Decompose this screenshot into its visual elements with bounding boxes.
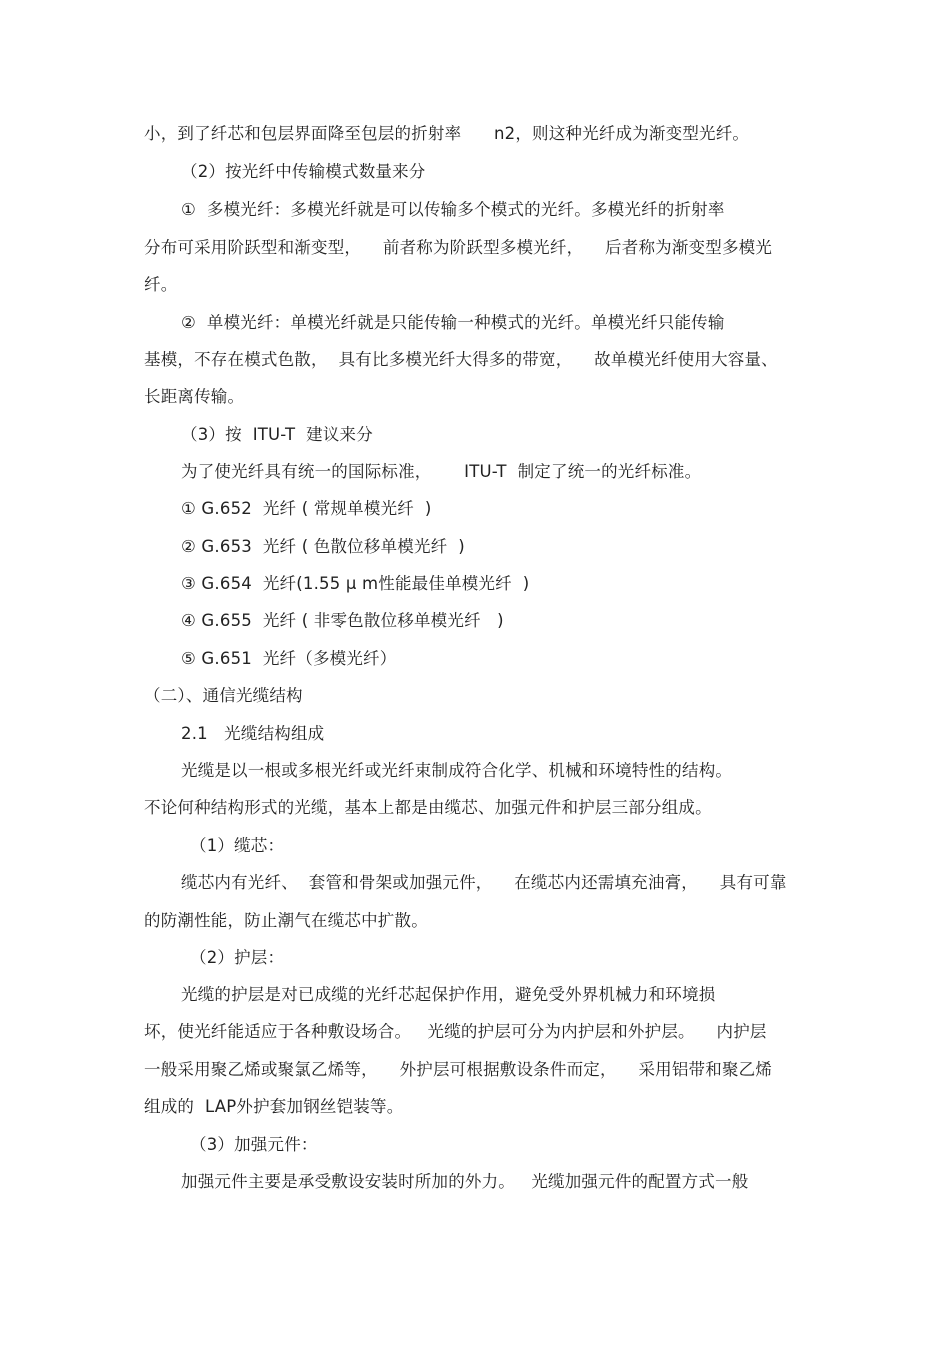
text-line: （2）护层： [190, 948, 285, 967]
text-line: 一般采用聚乙烯或聚氯乙烯等， 外护层可根据敷设条件而定， 采用铝带和聚乙烯 [144, 1060, 773, 1079]
text-line: 为了使光纤具有统一的国际标准， ITU-T 制定了统一的光纤标准。 [181, 462, 702, 481]
text-line: （1）缆芯： [190, 836, 285, 855]
text-line: 不论何种结构形式的光缆，基本上都是由缆芯、加强元件和护层三部分组成。 [144, 798, 712, 817]
text-line: ① 多模光纤：多模光纤就是可以传输多个模式的光纤。多模光纤的折射率 [181, 200, 725, 219]
text-line: 缆芯内有光纤、 套管和骨架或加强元件， 在缆芯内还需填充油膏， 具有可靠 [181, 873, 787, 892]
text-line: 纤。 [144, 275, 178, 294]
text-line: 光缆是以一根或多根光纤或光纤束制成符合化学、机械和环境特性的结构。 [181, 761, 733, 780]
text-line: 光缆的护层是对已成缆的光纤芯起保护作用，避免受外界机械力和环境损 [181, 985, 716, 1004]
text-line: 加强元件主要是承受敷设安装时所加的外力。 光缆加强元件的配置方式一般 [181, 1172, 749, 1191]
text-line: ② G.653 光纤 ( 色散位移单模光纤 ) [181, 537, 465, 556]
text-line: （3）加强元件： [190, 1135, 318, 1154]
text-line: 长距离传输。 [144, 387, 245, 406]
text-line: ⑤ G.651 光纤（多模光纤） [181, 649, 397, 668]
text-line: ④ G.655 光纤 ( 非零色散位移单模光纤 ) [181, 611, 504, 630]
text-line: （3）按 ITU-T 建议来分 [181, 425, 373, 444]
text-line: （2）按光纤中传输模式数量来分 [181, 162, 426, 181]
text-line: 坏，使光纤能适应于各种敷设场合。 光缆的护层可分为内护层和外护层。 内护层 [144, 1022, 767, 1041]
section-heading: （二）、通信光缆结构 [144, 686, 303, 705]
text-line: 的防潮性能，防止潮气在缆芯中扩散。 [144, 911, 428, 930]
text-line: ③ G.654 光纤(1.55 μ m性能最佳单模光纤 ) [181, 574, 530, 593]
text-line: 分布可采用阶跃型和渐变型， 前者称为阶跃型多模光纤， 后者称为渐变型多模光 [144, 238, 773, 257]
text-line: 组成的 LAP外护套加钢丝铠装等。 [144, 1097, 404, 1116]
text-line: ② 单模光纤：单模光纤就是只能传输一种模式的光纤。单模光纤只能传输 [181, 313, 725, 332]
text-line: 基模，不存在模式色散， 具有比多模光纤大得多的带宽， 故单模光纤使用大容量、 [144, 350, 778, 369]
text-line: 小，到了纤芯和包层界面降至包层的折射率 n2，则这种光纤成为渐变型光纤。 [144, 124, 750, 143]
subsection-heading: 2.1 光缆结构组成 [181, 724, 325, 743]
text-line: ① G.652 光纤 ( 常规单模光纤 ) [181, 499, 432, 518]
